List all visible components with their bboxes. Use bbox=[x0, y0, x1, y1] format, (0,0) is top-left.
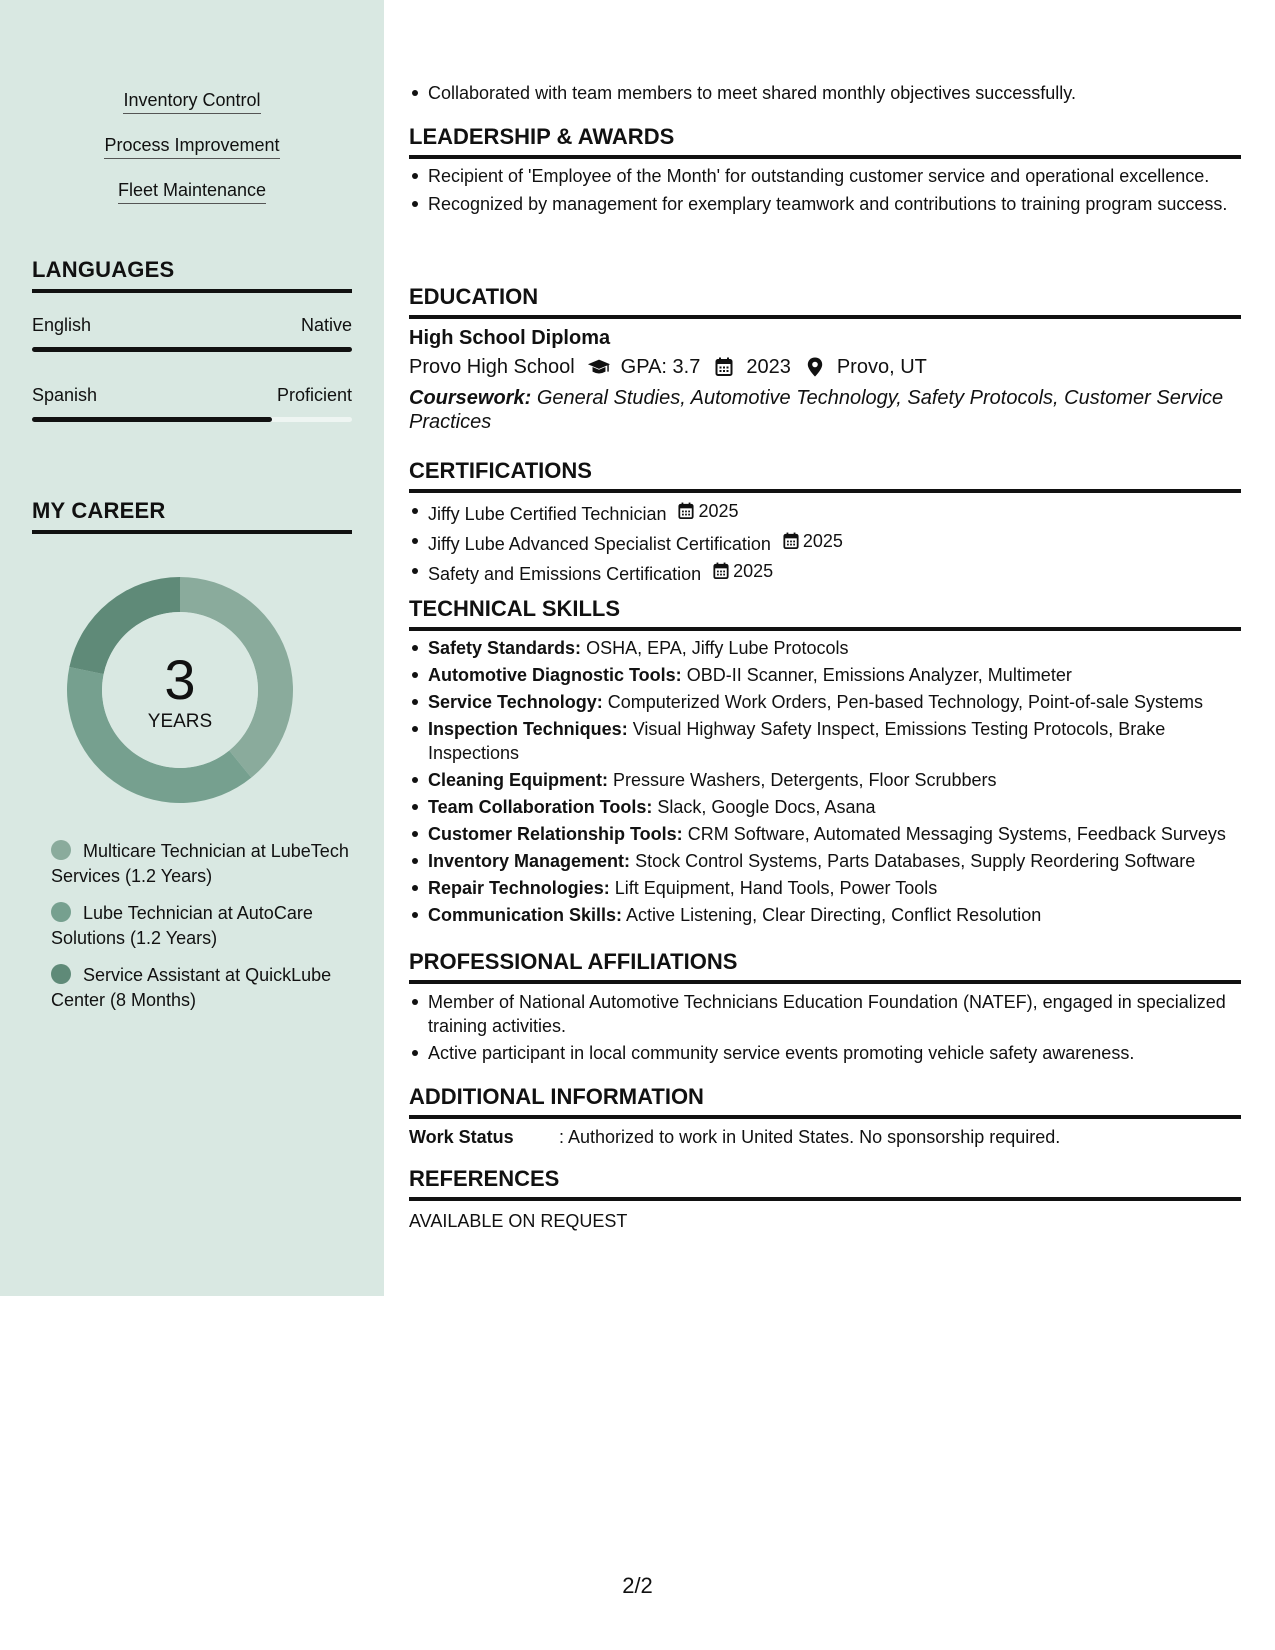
list-item: Recognized by management for exemplary teamwork and contributions to training program success. bbox=[409, 192, 1241, 216]
calendar-icon bbox=[678, 502, 694, 520]
list-item: Collaborated with team members to meet shared monthly objectives successfully. bbox=[409, 81, 1241, 105]
skill-tag: Process Improvement bbox=[0, 134, 384, 159]
work-status-label: Work Status bbox=[409, 1127, 514, 1147]
education-location: Provo, UT bbox=[836, 356, 927, 378]
references-text: AVAILABLE ON REQUEST bbox=[409, 1211, 628, 1231]
language-bar bbox=[32, 347, 352, 352]
career-item: Lube Technician at AutoCare Solutions (1.2 Years) bbox=[51, 903, 313, 948]
education-coursework bbox=[409, 386, 1241, 434]
career-years-unit: YEARS bbox=[147, 711, 213, 732]
language-level: Native bbox=[300, 315, 352, 335]
graduation-cap-icon bbox=[587, 357, 611, 377]
affiliations-list bbox=[409, 990, 1241, 1065]
language-bar-fill bbox=[32, 347, 352, 352]
career-dot-icon bbox=[51, 902, 71, 922]
list-item: Cleaning Equipment: Pressure Washers, Detergents, Floor Scrubbers bbox=[409, 768, 1241, 792]
coursework-text: General Studies, Automotive Technology, Safety Protocols, Customer Service Practices bbox=[409, 387, 1224, 433]
language-name: English bbox=[32, 315, 92, 335]
skill-tag: Fleet Maintenance bbox=[0, 179, 384, 204]
education-degree: High School Diploma bbox=[409, 327, 611, 349]
list-item: Inventory Management: Stock Control Systems, Parts Databases, Supply Reordering Software bbox=[409, 849, 1241, 873]
certification-year: 2025 bbox=[713, 559, 773, 583]
education-heading: EDUCATION bbox=[409, 284, 1241, 319]
certification-name: Jiffy Lube Certified Technician bbox=[428, 504, 667, 524]
additional-info-heading: ADDITIONAL INFORMATION bbox=[409, 1084, 1241, 1119]
career-dot-icon bbox=[51, 964, 71, 984]
list-item: Inspection Techniques: Visual Highway Safety Inspect, Emissions Testing Protocols, Brake Inspections bbox=[409, 717, 1241, 765]
certifications-heading: CERTIFICATIONS bbox=[409, 458, 1241, 493]
education-details bbox=[409, 355, 927, 379]
list-item: Automotive Diagnostic Tools: OBD-II Scanner, Emissions Analyzer, Multimeter bbox=[409, 663, 1241, 687]
page-number: 2/2 bbox=[622, 1573, 653, 1598]
certification-year: 2025 bbox=[678, 499, 738, 523]
career-item: Service Assistant at QuickLube Center (8 Months) bbox=[51, 965, 332, 1010]
calendar-icon bbox=[712, 357, 736, 377]
career-years-number: 3 bbox=[164, 648, 196, 711]
career-item: Multicare Technician at LubeTech Services (1.2 Years) bbox=[51, 841, 349, 886]
career-heading: MY CAREER bbox=[32, 498, 352, 534]
leadership-list bbox=[409, 164, 1241, 216]
calendar-icon bbox=[713, 562, 729, 580]
language-bar-fill bbox=[32, 417, 272, 422]
skill-tag: Inventory Control bbox=[0, 89, 384, 114]
list-item: Repair Technologies: Lift Equipment, Hand Tools, Power Tools bbox=[409, 876, 1241, 900]
language-level: Proficient bbox=[276, 385, 352, 405]
calendar-icon bbox=[783, 532, 799, 550]
education-school: Provo High School bbox=[409, 356, 575, 378]
list-item bbox=[409, 559, 1241, 586]
list-item: Team Collaboration Tools: Slack, Google Docs, Asana bbox=[409, 795, 1241, 819]
affiliations-heading: PROFESSIONAL AFFILIATIONS bbox=[409, 949, 1241, 984]
list-item: Service Technology: Computerized Work Orders, Pen-based Technology, Point-of-sale Systems bbox=[409, 690, 1241, 714]
leadership-heading: LEADERSHIP & AWARDS bbox=[409, 124, 1241, 159]
language-name: Spanish bbox=[32, 385, 98, 405]
certifications-list bbox=[409, 499, 1241, 586]
language-bar bbox=[32, 417, 352, 422]
certification-name: Jiffy Lube Advanced Specialist Certification bbox=[428, 534, 771, 554]
list-item: Recipient of 'Employee of the Month' for outstanding customer service and operational excellence. bbox=[409, 164, 1241, 188]
technical-skills-list bbox=[409, 636, 1241, 927]
work-status-value: : Authorized to work in United States. No sponsorship required. bbox=[559, 1127, 1061, 1147]
list-item: Member of National Automotive Technicians Education Foundation (NATEF), engaged in specialized training activities. bbox=[409, 990, 1241, 1038]
list-item: Active participant in local community service events promoting vehicle safety awareness. bbox=[409, 1041, 1241, 1065]
languages-heading: LANGUAGES bbox=[32, 257, 352, 293]
list-item bbox=[409, 529, 1241, 556]
experience-bullets bbox=[409, 81, 1241, 105]
certification-name: Safety and Emissions Certification bbox=[428, 564, 702, 584]
certification-year: 2025 bbox=[783, 529, 843, 553]
list-item: Safety Standards: OSHA, EPA, Jiffy Lube Protocols bbox=[409, 636, 1241, 660]
list-item: Customer Relationship Tools: CRM Software, Automated Messaging Systems, Feedback Surveys bbox=[409, 822, 1241, 846]
references-heading: REFERENCES bbox=[409, 1166, 1241, 1201]
technical-skills-heading: TECHNICAL SKILLS bbox=[409, 596, 1241, 631]
list-item: Communication Skills: Active Listening, Clear Directing, Conflict Resolution bbox=[409, 903, 1241, 927]
education-gpa: GPA: 3.7 bbox=[620, 356, 701, 378]
coursework-label: Coursework: bbox=[409, 387, 532, 409]
sidebar bbox=[0, 0, 384, 1296]
list-item bbox=[409, 499, 1241, 526]
location-pin-icon bbox=[803, 357, 827, 377]
career-dot-icon bbox=[51, 840, 71, 860]
education-year: 2023 bbox=[746, 356, 791, 378]
work-status-row bbox=[409, 1126, 1060, 1148]
